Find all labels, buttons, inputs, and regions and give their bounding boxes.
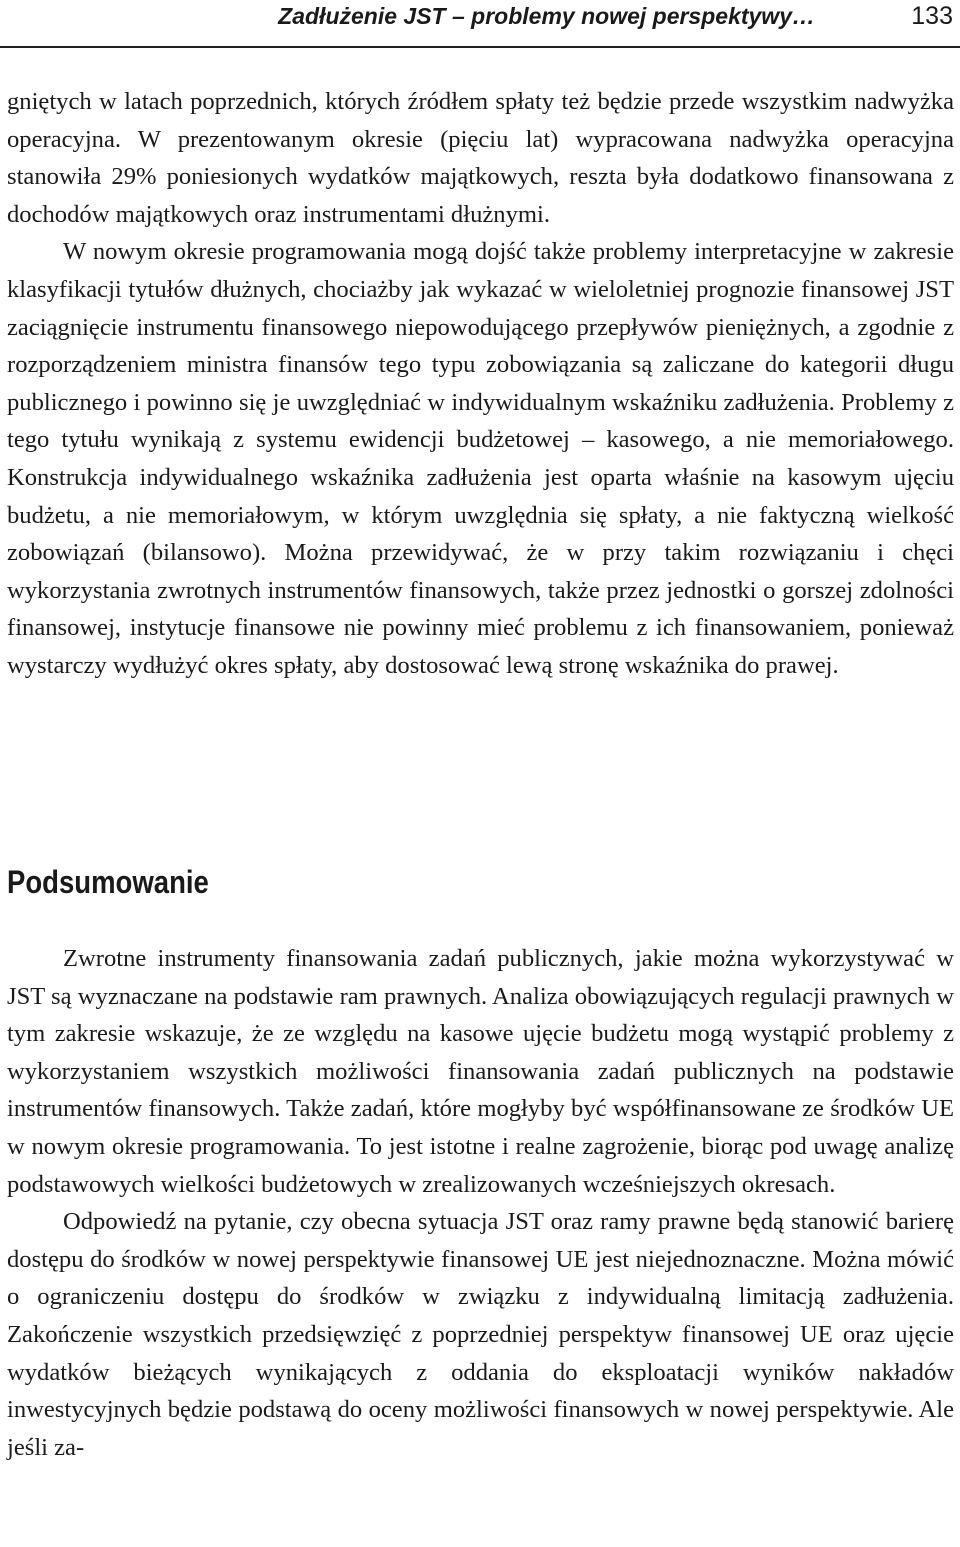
paragraph-continuation: gniętych w latach poprzednich, których źródłem spłaty też będzie przede wszystkim nadwyżka operacyjna. W prezentowanym okresie (pięciu lat) wypracowana nadwyżka operacyjna stanowiła 29% poniesionych wydatków majątkowych, reszta była dodatkowo finansowana z dochodów majątkowych oraz instrumentami dłużnymi. — [7, 88, 954, 228]
paragraph: Odpowiedź na pytanie, czy obecna sytuacja JST oraz ramy prawne będą stanowić barierę dostępu do środków w nowej perspektywie finansowej UE jest niejednoznaczne. Można mówić o ograniczeniu dostępu do środków w związku z indywidualną limitacją zadłużenia. Zakończenie wszystkich przedsięwzięć z poprzedniej perspektyw finansowej UE oraz ujęcie wydatków bieżących wynikających z oddania do eksploatacji wyników nakładów inwestycyjnych będzie podstawą do oceny możliwości finansowych w nowej perspektywie. Ale jeśli za- — [7, 1208, 954, 1461]
page-number: 133 — [911, 2, 953, 30]
paragraph: W nowym okresie programowania mogą dojść także problemy interpretacyjne w zakresie klasyfikacji tytułów dłużnych, chociażby jak wykazać w wieloletniej prognozie finansowej JST zaciągnięcie instrumentu finansowego niepowodującego przepływów pieniężnych, a zgodnie z rozporządzeniem ministra finansów tego typu zobowiązania są zaliczane do kategorii długu publicznego i powinno się je uwzględniać w indywidualnym wskaźniku zadłużenia. Problemy z tego tytułu wynikają z systemu ewidencji budżetowej – kasowego, a nie memoriałowego. Konstrukcja indywidualnego wskaźnika zadłużenia jest oparta właśnie na kasowym ujęciu budżetu, a nie memoriałowym, w którym uwzględnia się spłaty, a nie faktyczną wielkość zobowiązań (bilansowo). Można przewidywać, że w przy takim rozwiązaniu i chęci wykorzystania zwrotnych instrumentów finansowych, także przez jednostki o gorszej zdolności finansowej, instytucje finansowe nie powinny mieć problemu z ich finansowaniem, ponieważ wystarczy wydłużyć okres spłaty, aby dostosować lewą stronę wskaźnika do prawej. — [7, 238, 954, 679]
running-header — [0, 0, 960, 48]
running-header-title: Zadłużenie JST – problemy nowej perspektywy… — [278, 3, 815, 29]
body-text-section — [7, 83, 954, 685]
section-heading: Podsumowanie — [7, 864, 209, 900]
paragraph: Zwrotne instrumenty finansowania zadań publicznych, jakie można wykorzystywać w JST są wyznaczane na podstawie ram prawnych. Analiza obowiązujących regulacji prawnych w tym zakresie wskazuje, że ze względu na kasowe ujęcie budżetu mogą wystąpić problemy z wykorzystaniem wszystkich możliwości finansowania zadań publicznych na podstawie instrumentów finansowych. Także zadań, które mogłyby być współfinansowane ze środków UE w nowym okresie programowania. To jest istotne i realne zagrożenie, biorąc pod uwagę analizę podstawowych wielkości budżetowych w zrealizowanych wcześniejszych okresach. — [7, 945, 954, 1198]
summary-text-section — [7, 940, 954, 1466]
